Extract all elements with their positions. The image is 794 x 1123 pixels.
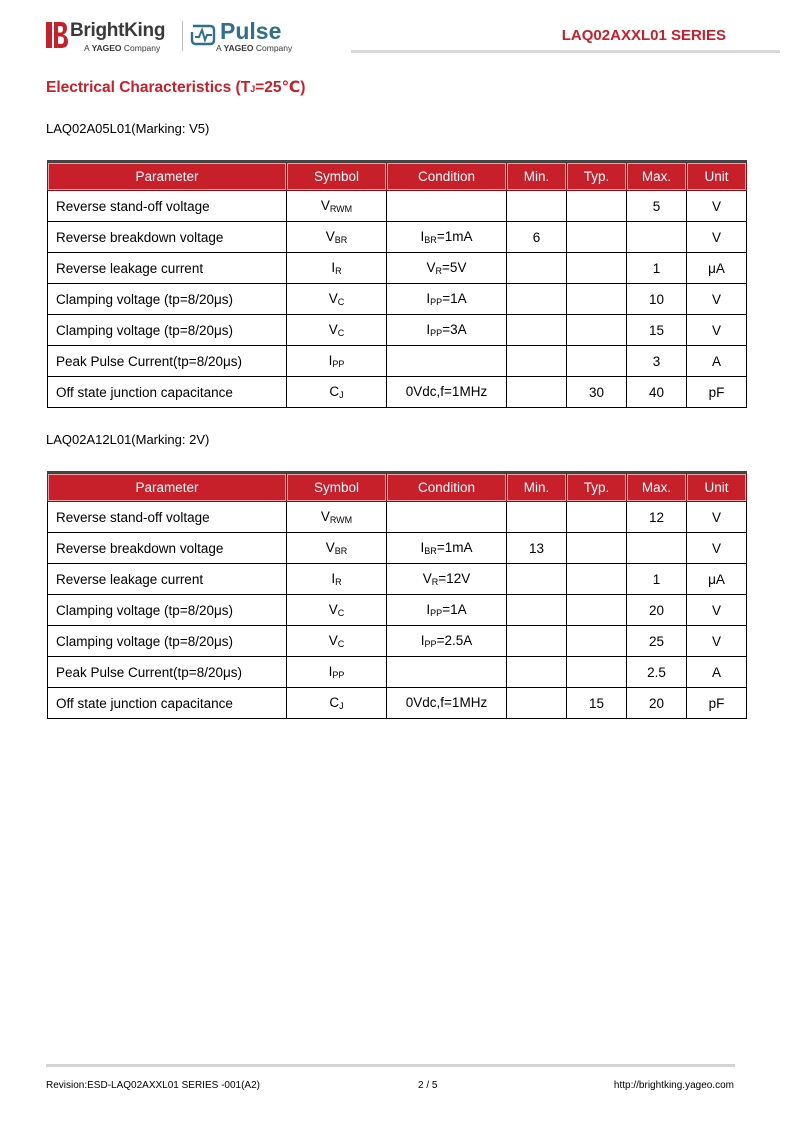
pulse-logo-icon bbox=[190, 24, 216, 46]
column-header-symbol: Symbol bbox=[287, 473, 387, 502]
brightking-logo-icon bbox=[46, 22, 68, 48]
cell-condition bbox=[387, 222, 507, 253]
cell-subscript: PP bbox=[430, 608, 443, 618]
cell-unit: V bbox=[687, 222, 747, 253]
cell-min bbox=[507, 315, 567, 346]
spec-table-1 bbox=[47, 160, 747, 408]
cell-main: 0Vdc,f=1MHz bbox=[405, 695, 488, 710]
column-header-min: Min. bbox=[507, 473, 567, 502]
pulse-logo-subtitle: A YAGEO Company bbox=[216, 43, 293, 53]
table-row bbox=[48, 626, 747, 657]
table-header-row bbox=[48, 473, 747, 502]
cell-condition bbox=[387, 346, 507, 377]
cell-rest: =1A bbox=[442, 602, 467, 617]
cell-rest: =1mA bbox=[436, 540, 473, 555]
cell-main: C bbox=[329, 384, 340, 399]
cell-main: V bbox=[320, 198, 330, 213]
cell-parameter: Clamping voltage (tp=8/20μs) bbox=[48, 626, 287, 657]
table-row bbox=[48, 564, 747, 595]
cell-typ: 30 bbox=[567, 377, 627, 408]
cell-subscript: BR bbox=[334, 235, 348, 245]
brightking-logo-subtitle: A YAGEO Company bbox=[84, 43, 161, 53]
cell-main: 0Vdc,f=1MHz bbox=[405, 384, 488, 399]
cell-symbol bbox=[287, 253, 387, 284]
cell-min bbox=[507, 595, 567, 626]
cell-main: I bbox=[420, 229, 425, 244]
cell-symbol bbox=[287, 595, 387, 626]
footer-rule bbox=[46, 1064, 735, 1067]
cell-subscript: J bbox=[339, 390, 344, 400]
cell-subscript: RWM bbox=[329, 515, 353, 525]
cell-subscript: C bbox=[337, 328, 345, 338]
cell-max: 1 bbox=[627, 253, 687, 284]
cell-subscript: BR bbox=[424, 546, 437, 556]
cell-parameter: Reverse stand-off voltage bbox=[48, 191, 287, 222]
cell-condition bbox=[387, 377, 507, 408]
table-row bbox=[48, 688, 747, 719]
cell-subscript: R bbox=[435, 266, 443, 276]
cell-max: 20 bbox=[627, 595, 687, 626]
cell-main: V bbox=[325, 540, 335, 555]
cell-min bbox=[507, 377, 567, 408]
cell-typ bbox=[567, 222, 627, 253]
cell-symbol bbox=[287, 502, 387, 533]
cell-max: 2.5 bbox=[627, 657, 687, 688]
cell-unit: V bbox=[687, 284, 747, 315]
cell-parameter: Reverse breakdown voltage bbox=[48, 222, 287, 253]
cell-typ bbox=[567, 533, 627, 564]
cell-subscript: PP bbox=[430, 297, 443, 307]
cell-parameter: Reverse breakdown voltage bbox=[48, 533, 287, 564]
column-header-unit: Unit bbox=[687, 473, 747, 502]
cell-min: 13 bbox=[507, 533, 567, 564]
cell-parameter: Peak Pulse Current(tp=8/20μs) bbox=[48, 657, 287, 688]
cell-unit: V bbox=[687, 533, 747, 564]
cell-min bbox=[507, 346, 567, 377]
cell-rest: =12V bbox=[438, 571, 471, 586]
footer-url[interactable]: http://brightking.yageo.com bbox=[613, 1080, 734, 1091]
cell-unit: μA bbox=[687, 253, 747, 284]
cell-main: I bbox=[328, 353, 333, 368]
cell-max: 5 bbox=[627, 191, 687, 222]
cell-unit: A bbox=[687, 346, 747, 377]
cell-typ bbox=[567, 284, 627, 315]
cell-typ bbox=[567, 315, 627, 346]
cell-symbol bbox=[287, 346, 387, 377]
column-header-condition: Condition bbox=[387, 473, 507, 502]
cell-unit: V bbox=[687, 502, 747, 533]
table-row bbox=[48, 377, 747, 408]
cell-unit: μA bbox=[687, 564, 747, 595]
cell-subscript: PP bbox=[430, 328, 443, 338]
cell-parameter: Clamping voltage (tp=8/20μs) bbox=[48, 315, 287, 346]
cell-typ bbox=[567, 346, 627, 377]
brightking-logo bbox=[46, 20, 176, 54]
cell-main: I bbox=[426, 291, 431, 306]
cell-rest: =5V bbox=[442, 260, 467, 275]
table-row bbox=[48, 533, 747, 564]
cell-max bbox=[627, 533, 687, 564]
cell-max: 1 bbox=[627, 564, 687, 595]
cell-main: V bbox=[328, 291, 338, 306]
table-row bbox=[48, 253, 747, 284]
footer-revision: Revision:ESD-LAQ02AXXL01 SERIES -001(A2) bbox=[46, 1080, 260, 1091]
cell-main: V bbox=[328, 602, 338, 617]
cell-main: I bbox=[420, 540, 425, 555]
pulse-logo bbox=[190, 20, 350, 54]
cell-symbol bbox=[287, 315, 387, 346]
cell-subscript: R bbox=[335, 577, 342, 587]
cell-subscript: R bbox=[335, 266, 342, 276]
cell-condition bbox=[387, 502, 507, 533]
brightking-logo-text: BrightKing bbox=[70, 20, 166, 41]
cell-typ bbox=[567, 253, 627, 284]
cell-main: I bbox=[426, 322, 431, 337]
column-header-max: Max. bbox=[627, 162, 687, 191]
cell-symbol bbox=[287, 284, 387, 315]
cell-condition bbox=[387, 191, 507, 222]
cell-typ bbox=[567, 595, 627, 626]
cell-symbol bbox=[287, 626, 387, 657]
cell-typ bbox=[567, 626, 627, 657]
cell-main: I bbox=[331, 571, 336, 586]
cell-condition bbox=[387, 688, 507, 719]
model-label-2: LAQ02A12L01(Marking: 2V) bbox=[46, 432, 210, 447]
cell-main: I bbox=[420, 633, 425, 648]
cell-max: 12 bbox=[627, 502, 687, 533]
cell-main: V bbox=[328, 322, 338, 337]
cell-condition bbox=[387, 626, 507, 657]
logo-divider bbox=[182, 21, 183, 51]
cell-symbol bbox=[287, 688, 387, 719]
cell-min bbox=[507, 502, 567, 533]
cell-max: 25 bbox=[627, 626, 687, 657]
header-rule bbox=[351, 50, 780, 53]
table-row bbox=[48, 315, 747, 346]
cell-max: 40 bbox=[627, 377, 687, 408]
cell-min bbox=[507, 657, 567, 688]
cell-typ bbox=[567, 564, 627, 595]
cell-condition bbox=[387, 595, 507, 626]
table-row bbox=[48, 346, 747, 377]
cell-rest: =3A bbox=[442, 322, 467, 337]
cell-typ: 15 bbox=[567, 688, 627, 719]
cell-parameter: Reverse leakage current bbox=[48, 564, 287, 595]
cell-subscript: PP bbox=[332, 359, 345, 369]
cell-parameter: Reverse leakage current bbox=[48, 253, 287, 284]
cell-symbol bbox=[287, 533, 387, 564]
column-header-typ: Typ. bbox=[567, 162, 627, 191]
cell-condition bbox=[387, 315, 507, 346]
cell-main: V bbox=[325, 229, 335, 244]
cell-symbol bbox=[287, 222, 387, 253]
cell-main: V bbox=[328, 633, 338, 648]
table-row bbox=[48, 191, 747, 222]
cell-subscript: RWM bbox=[329, 204, 353, 214]
cell-main: V bbox=[426, 260, 436, 275]
spec-table-2 bbox=[47, 471, 747, 719]
table-row bbox=[48, 284, 747, 315]
cell-typ bbox=[567, 191, 627, 222]
cell-symbol bbox=[287, 564, 387, 595]
column-header-condition: Condition bbox=[387, 162, 507, 191]
cell-min bbox=[507, 688, 567, 719]
cell-subscript: PP bbox=[424, 639, 437, 649]
cell-condition bbox=[387, 253, 507, 284]
column-header-min: Min. bbox=[507, 162, 567, 191]
pulse-logo-text: Pulse bbox=[220, 18, 282, 44]
column-header-parameter: Parameter bbox=[48, 162, 287, 191]
cell-main: I bbox=[331, 260, 336, 275]
cell-main: C bbox=[329, 695, 340, 710]
table-header-row bbox=[48, 162, 747, 191]
cell-min bbox=[507, 284, 567, 315]
cell-parameter: Clamping voltage (tp=8/20μs) bbox=[48, 595, 287, 626]
cell-subscript: C bbox=[337, 608, 345, 618]
column-header-typ: Typ. bbox=[567, 473, 627, 502]
section-title: Electrical Characteristics (TJ=25℃) bbox=[46, 79, 306, 96]
cell-min bbox=[507, 564, 567, 595]
cell-main: V bbox=[320, 509, 330, 524]
column-header-unit: Unit bbox=[687, 162, 747, 191]
cell-unit: V bbox=[687, 626, 747, 657]
series-title: LAQ02AXXL01 SERIES bbox=[561, 27, 726, 44]
cell-subscript: C bbox=[337, 297, 345, 307]
cell-condition bbox=[387, 284, 507, 315]
column-header-symbol: Symbol bbox=[287, 162, 387, 191]
cell-min: 6 bbox=[507, 222, 567, 253]
cell-symbol bbox=[287, 191, 387, 222]
cell-main: I bbox=[426, 602, 431, 617]
cell-max: 20 bbox=[627, 688, 687, 719]
cell-subscript: PP bbox=[332, 670, 345, 680]
table-row bbox=[48, 657, 747, 688]
cell-condition bbox=[387, 564, 507, 595]
cell-main: I bbox=[328, 664, 333, 679]
cell-unit: V bbox=[687, 191, 747, 222]
cell-min bbox=[507, 253, 567, 284]
model-label-1: LAQ02A05L01(Marking: V5) bbox=[46, 121, 210, 136]
cell-rest: =1mA bbox=[436, 229, 473, 244]
cell-max bbox=[627, 222, 687, 253]
cell-min bbox=[507, 191, 567, 222]
cell-max: 10 bbox=[627, 284, 687, 315]
cell-parameter: Reverse stand-off voltage bbox=[48, 502, 287, 533]
column-header-parameter: Parameter bbox=[48, 473, 287, 502]
cell-subscript: J bbox=[339, 701, 344, 711]
cell-condition bbox=[387, 533, 507, 564]
cell-parameter: Clamping voltage (tp=8/20μs) bbox=[48, 284, 287, 315]
table-row bbox=[48, 222, 747, 253]
cell-min bbox=[507, 626, 567, 657]
cell-typ bbox=[567, 657, 627, 688]
cell-symbol bbox=[287, 657, 387, 688]
cell-main: V bbox=[422, 571, 432, 586]
footer-page-number: 2 / 5 bbox=[418, 1080, 438, 1091]
cell-subscript: R bbox=[431, 577, 439, 587]
cell-max: 3 bbox=[627, 346, 687, 377]
cell-parameter: Peak Pulse Current(tp=8/20μs) bbox=[48, 346, 287, 377]
table-row bbox=[48, 502, 747, 533]
cell-unit: V bbox=[687, 315, 747, 346]
cell-subscript: C bbox=[337, 639, 345, 649]
cell-unit: pF bbox=[687, 688, 747, 719]
table-row bbox=[48, 595, 747, 626]
cell-unit: A bbox=[687, 657, 747, 688]
cell-symbol bbox=[287, 377, 387, 408]
cell-typ bbox=[567, 502, 627, 533]
cell-unit: V bbox=[687, 595, 747, 626]
cell-rest: =2.5A bbox=[436, 633, 473, 648]
cell-rest: =1A bbox=[442, 291, 467, 306]
page-header bbox=[46, 18, 736, 54]
cell-unit: pF bbox=[687, 377, 747, 408]
column-header-max: Max. bbox=[627, 473, 687, 502]
cell-subscript: BR bbox=[424, 235, 437, 245]
cell-subscript: BR bbox=[334, 546, 348, 556]
cell-parameter: Off state junction capacitance bbox=[48, 377, 287, 408]
cell-max: 15 bbox=[627, 315, 687, 346]
cell-condition bbox=[387, 657, 507, 688]
cell-parameter: Off state junction capacitance bbox=[48, 688, 287, 719]
